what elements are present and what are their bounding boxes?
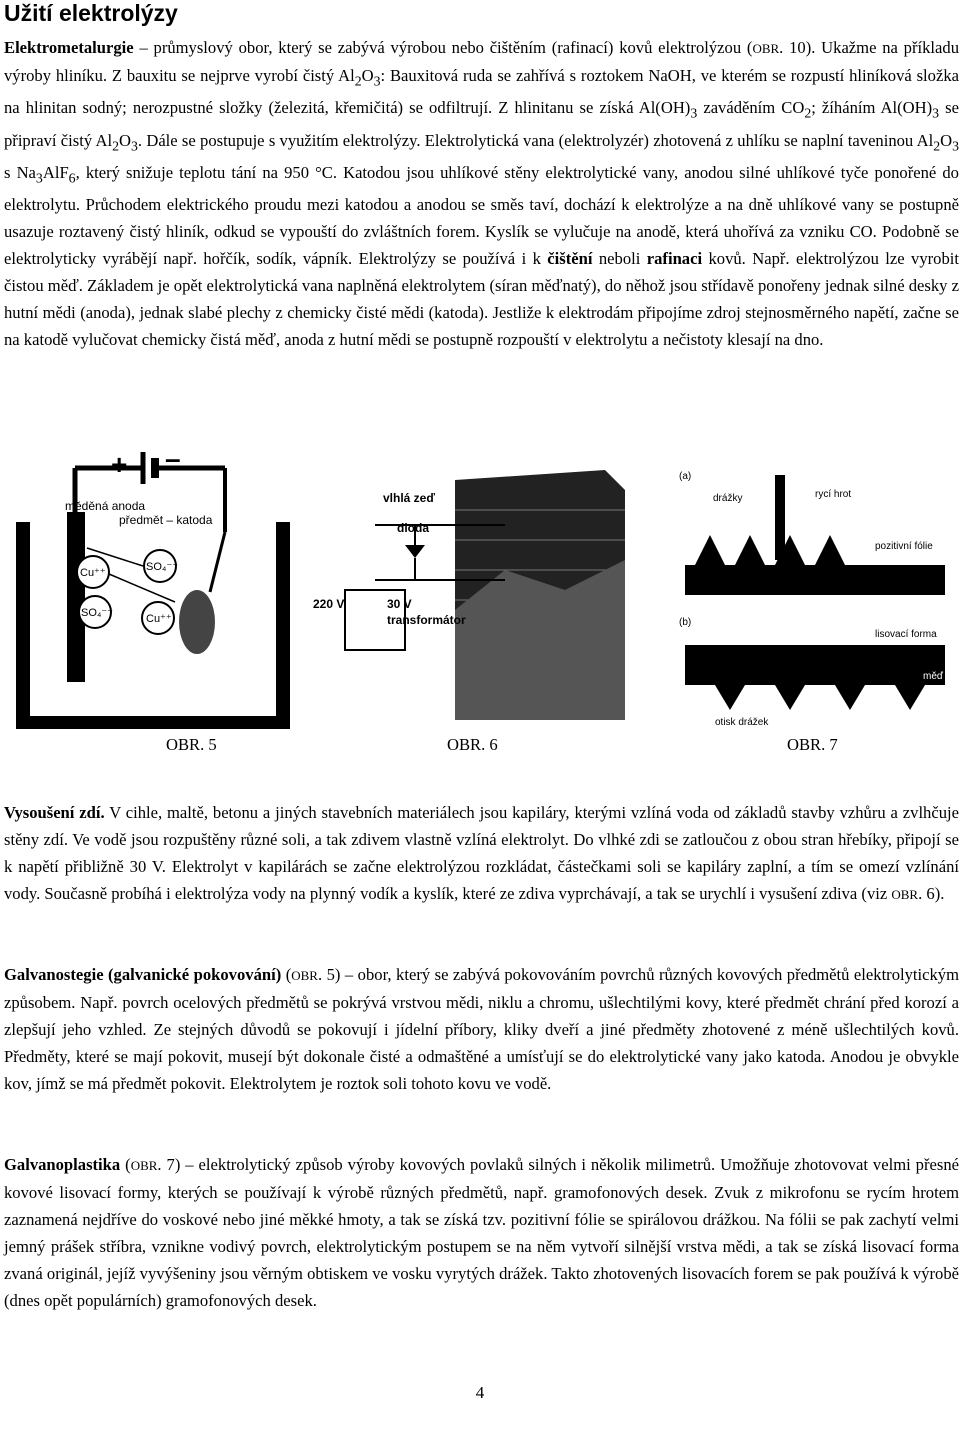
- caption-fig5: OBR. 5: [166, 735, 217, 754]
- figure-galvanoplastics: [675, 465, 955, 730]
- copper-label: měď: [923, 671, 944, 682]
- anode-label: měděná anoda: [65, 499, 146, 513]
- form-label: lisovací forma: [875, 629, 937, 640]
- wall-label: vlhlá zeď: [383, 491, 435, 505]
- cathode-object: [179, 590, 215, 654]
- page-title: Užití elektrolýzy: [4, 0, 178, 26]
- pressing-form: [685, 645, 945, 685]
- grooves-label: drážky: [713, 493, 743, 504]
- paragraph-galvanoplastics: Galvanoplastika (OBR. 7) – elektrolytický způsob výroby kovových povlaků silných i několik milimetrů. Umožňuje zhotovovat velmi přesné kovové lisovací formy, kterých se používají k výrobě různých předmětů, např. gramofonových desek. Zvuk z mikrofonu se rycím hrotem zaznamená nejdříve do voskové nebo jiné měkké hmoty, a tak se získá tzv. pozitivní fólie se spirálovou drážkou. Na fólii se pak zachytí velmi jemný prášek stříbra, vznikne vodivý povrch, elektrolytickým postupem se na něm vytvoří silnější vrstva mědi, a tak se získá lisovací forma zvaná originál, jejíž vyvýšeniny jsou věrným obtiskem ve vosku vyrytých drážek. Takto zhotovených lisovacích forem se pak používá k výrobě (dnes opět populárních) gramofonových desek.: [4, 1155, 959, 1310]
- stylus-label: rycí hrot: [815, 489, 852, 500]
- panel-b-label: (b): [679, 617, 692, 628]
- copper-anode: [67, 512, 85, 682]
- diode-label: dioda: [397, 521, 429, 535]
- term-elektrometalurgie: Elektrometalurgie: [4, 38, 134, 57]
- voltage-30-label: 30 V: [387, 597, 412, 611]
- ion-cu-1: Cu⁺⁺: [80, 567, 106, 579]
- minus-sign: –: [165, 452, 181, 474]
- figure-wall-drying: [305, 470, 635, 725]
- page-number: 4: [475, 1383, 485, 1402]
- imprint-label: otisk drážek: [715, 717, 769, 728]
- paragraph-electrometallurgy: Elektrometalurgie – průmyslový obor, který se zabývá výrobou nebo čištěním (rafinací) kovů elektrolýzou (OBR. 10). Ukažme na příkladu výroby hliníku. Z bauxitu se nejprve vyrobí čistý $Al_2O_3$: Bauxitová ruda se zahřívá s roztokem NaOH, ve kterém se rozpustí hliníková složka na hlinitan sodný; nerozpustné složky (železitá, křemičitá) se odfiltrují. Z hlinitanu se získá $Al(OH)_3$ zaváděním $CO_2$; žíháním $Al(OH)_3$ se připraví čistý $Al_2O_3$. Dále se postupuje s využitím elektrolýzy. Elektrolytická vana (elektrolyzér) zhotovená z uhlíku se naplní taveninou $Al_2O_3$ s $Na_3AlF_6$, který snižuje teplotu tání na 950 °C. Katodou jsou uhlíkové stěny elektrolytické vany, anodou silné uhlíkové tyče ponořené do elektrolytu. Průchodem elektrického proudu mezi katodou a anodou se směs taví, dochází k elektrolýze a na dně uhlíkové vany se postupně usazuje roztavený čistý hliník, odkud se vypouští do zvláštních forem. Kyslík se vylučuje na anodě, která uhořívá za vzniku CO. Podobně se elektrolyticky vyrábějí např. hořčík, sodík, vápník. Elektrolýzy se používá i k čištění neboli rafinaci kovů. Např. elektrolýzou lze vyrobit čistou měď. Základem je opět elektrolytická vana naplněná elektrolytem (síran měďnatý), do něhož jsou střídavě ponořeny jednak silné desky z hutní mědi (anoda), jednak slabé plechy z chemicky čisté mědi (katoda). Jestliže k elektrodám připojíme zdroj stejnosměrného napětí, začne se na katodě vylučovat chemicky čistá měď, anoda z hutní mědi se postupně rozpouští v elektrolytu a nečistoty klesají na dno.: [4, 38, 960, 350]
- paragraph-wall-drying: Vysoušení zdí. V cihle, maltě, betonu a jiných stavebních materiálech jsou kapiláry, kterými vzlíná voda od základů stavby vzhůru a zvlhčuje stěny zdí. Ve vodě jsou rozpuštěny různé soli, a tak zdivem vlastně vzlíná elektrolyt. Do vlhké zdi se zatloučou z obou stran hřebíky, připojí se k napětí přibližně 30 V. Elektrolyt v kapilárách se začne elektrolýzou rozkládat, částečkami soli se kapiláry zaplní, a tím se omezí vzlínání vody. Současně probíhá i elektrolýza vody na plynný vodík a kyslík, které ze zdiva vyprchávají, a tak se urychlí i vysušení zdiva (viz OBR. 6).: [4, 803, 959, 903]
- object-label: předmět – katoda: [119, 513, 213, 527]
- voltage-220-label: 220 V: [313, 597, 345, 611]
- transformer-label: transformátor: [387, 613, 466, 627]
- ion-so4-1: SO₄⁻⁻: [146, 561, 178, 573]
- ion-so4-2: SO₄⁻⁻: [81, 607, 113, 619]
- wax-label: vosk: [903, 575, 924, 586]
- figure-electroplating: [15, 452, 295, 732]
- foil-label: pozitivní fólie: [875, 541, 933, 552]
- plus-sign: +: [111, 452, 128, 480]
- diode-symbol: [405, 545, 425, 558]
- ion-cu-2: Cu⁺⁺: [146, 613, 172, 625]
- panel-a-label: (a): [679, 471, 692, 482]
- stylus: [775, 475, 785, 560]
- caption-fig7: OBR. 7: [787, 735, 838, 754]
- caption-fig6: OBR. 6: [447, 735, 498, 754]
- paragraph-galvanostegy: Galvanostegie (galvanické pokovování) (OBR. 5) – obor, který se zabývá pokovováním povrchů různých kovových předmětů elektrolytickým způsobem. Např. povrch ocelových předmětů se pokrývá vrstvou mědi, niklu a chromu, ušlechtilými kovy, které předmět chrání před korozí a zlepšují jeho vzhled. Ze stejných důvodů se pokovují i jídelní příbory, kliky dveří a jiné předměty zhotovené z méně ušlechtilých kovů. Předměty, které se mají pokovit, musejí být dokonale čisté a odmaštěné a umísťují se do elektrolytické vany jako katoda. Anodou je obvykle kov, jímž se má předmět pokovit. Elektrolytem je roztok soli tohoto kovu ve vodě.: [4, 965, 959, 1093]
